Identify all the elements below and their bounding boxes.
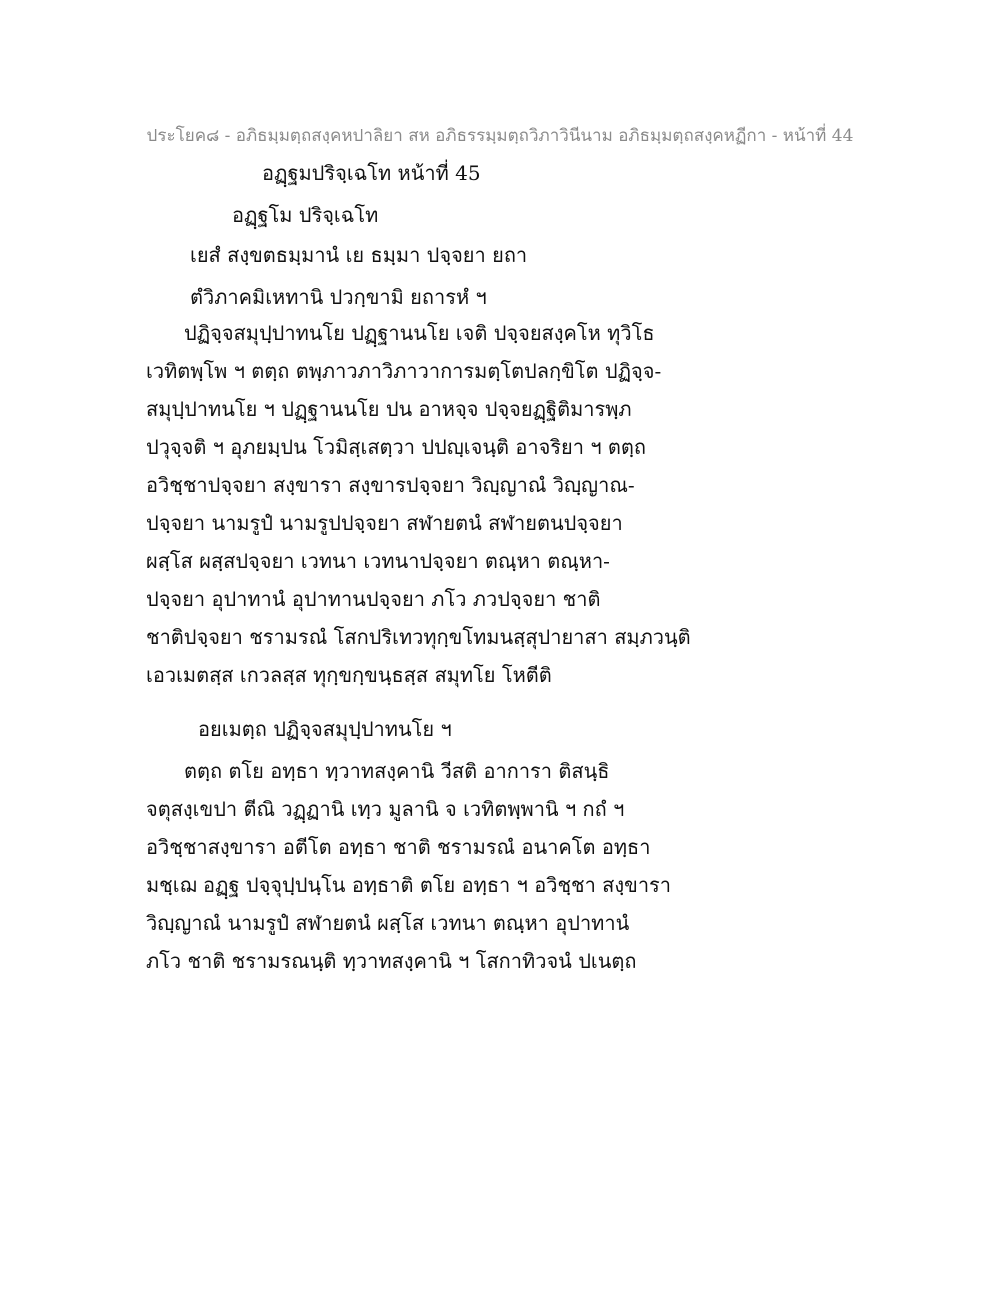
paragraph-1-line: ผสฺโส ผสฺสปจฺจยา เวทนา เวทนาปจฺจยา ตณฺหา ตณฺหา- [146,549,610,573]
verse-line-2: ตํวิภาคมิเหทานิ ปวกฺขามิ ยถารหํ ฯ [190,285,487,309]
paragraph-1-line: เอวเมตสฺส เกวลสฺส ทุกฺขกฺขนฺธสฺส สมุทโย โหตีติ [146,663,552,687]
paragraph-2-line: มชฺเฌ อฏฺฐ ปจฺจุปฺปนฺโน อทฺธาติ ตโย อทฺธา ฯ อวิชฺชา สงฺขารา [146,873,672,897]
section-title: อฏฺฐมปริจฺเฉโท หน้าที่ 45 [262,161,481,185]
paragraph-2-line: จตุสงฺเขปา ตีณิ วฏฺฏานิ เทฺว มูลานิ จ เวทิตพฺพานิ ฯ กถํ ฯ [146,797,625,821]
paragraph-1-line: สมุปฺปาทนโย ฯ ปฏฺฐานนโย ปน อาหจฺจ ปจฺจยฏฺฐิติมารพฺภ [146,397,632,421]
paragraph-2 [146,756,671,984]
paragraph-2-line: อวิชฺชาสงฺขารา อตีโต อทฺธา ชาติ ชรามรณํ อนาคโต อทฺธา [146,835,651,859]
closing-line: อยเมตฺถ ปฏิจฺจสมุปฺปาทนโย ฯ [198,717,452,741]
chapter-heading: อฏฺฐโม ปริจฺเฉโท [232,203,379,227]
paragraph-2-line: ภโว ชาติ ชรามรณนฺติ ทฺวาทสงฺคานิ ฯ โสกาทิวจนํ ปเนตฺถ [146,949,637,973]
paragraph-1-line: ชาติปจฺจยา ชรามรณํ โสกปริเทวทุกฺขโทมนสฺสุปายาสา สมฺภวนฺติ [146,625,691,649]
paragraph-1-line: ปวุจฺจติ ฯ อุภยมฺปน โวมิสฺเสตฺวา ปปญฺเจนฺติ อาจริยา ฯ ตตฺถ [146,435,647,459]
paragraph-2-line: ตตฺถ ตโย อทฺธา ทฺวาทสงฺคานิ วีสติ อาการา ติสนฺธิ [184,759,610,783]
verse-line-1: เยสํ สงฺขตธมฺมานํ เย ธมฺมา ปจฺจยา ยถา [190,243,528,267]
paragraph-2-line: วิญฺญาณํ นามรูปํ สฬายตนํ ผสฺโส เวทนา ตณฺหา อุปาทานํ [146,911,630,935]
paragraph-1 [146,318,691,698]
paragraph-1-line: อวิชฺชาปจฺจยา สงฺขารา สงฺขารปจฺจยา วิญฺญาณํ วิญฺญาณ- [146,473,635,497]
running-header: ประโยค๘ - อภิธมฺมตฺถสงฺคหปาลิยา สห อภิธรรมฺมตฺถวิภาวินีนาม อภิธมฺมตฺถสงฺคหฏีกา - หน้าที่ 44 [146,126,854,146]
paragraph-1-line: ปจฺจยา นามรูปํ นามรูปปจฺจยา สฬายตนํ สฬายตนปจฺจยา [146,511,623,535]
paragraph-1-line: ปจฺจยา อุปาทานํ อุปาทานปจฺจยา ภโว ภวปจฺจยา ชาติ [146,587,601,611]
paragraph-1-line: เวทิตพฺโพ ฯ ตตฺถ ตพฺภาวภาวิภาวาการมตฺโตปลกฺขิโต ปฏิจฺจ- [146,359,662,383]
paragraph-1-line: ปฏิจฺจสมุปฺปาทนโย ปฏฺฐานนโย เจติ ปจฺจยสงฺคโห ทุวิโธ [184,321,655,345]
